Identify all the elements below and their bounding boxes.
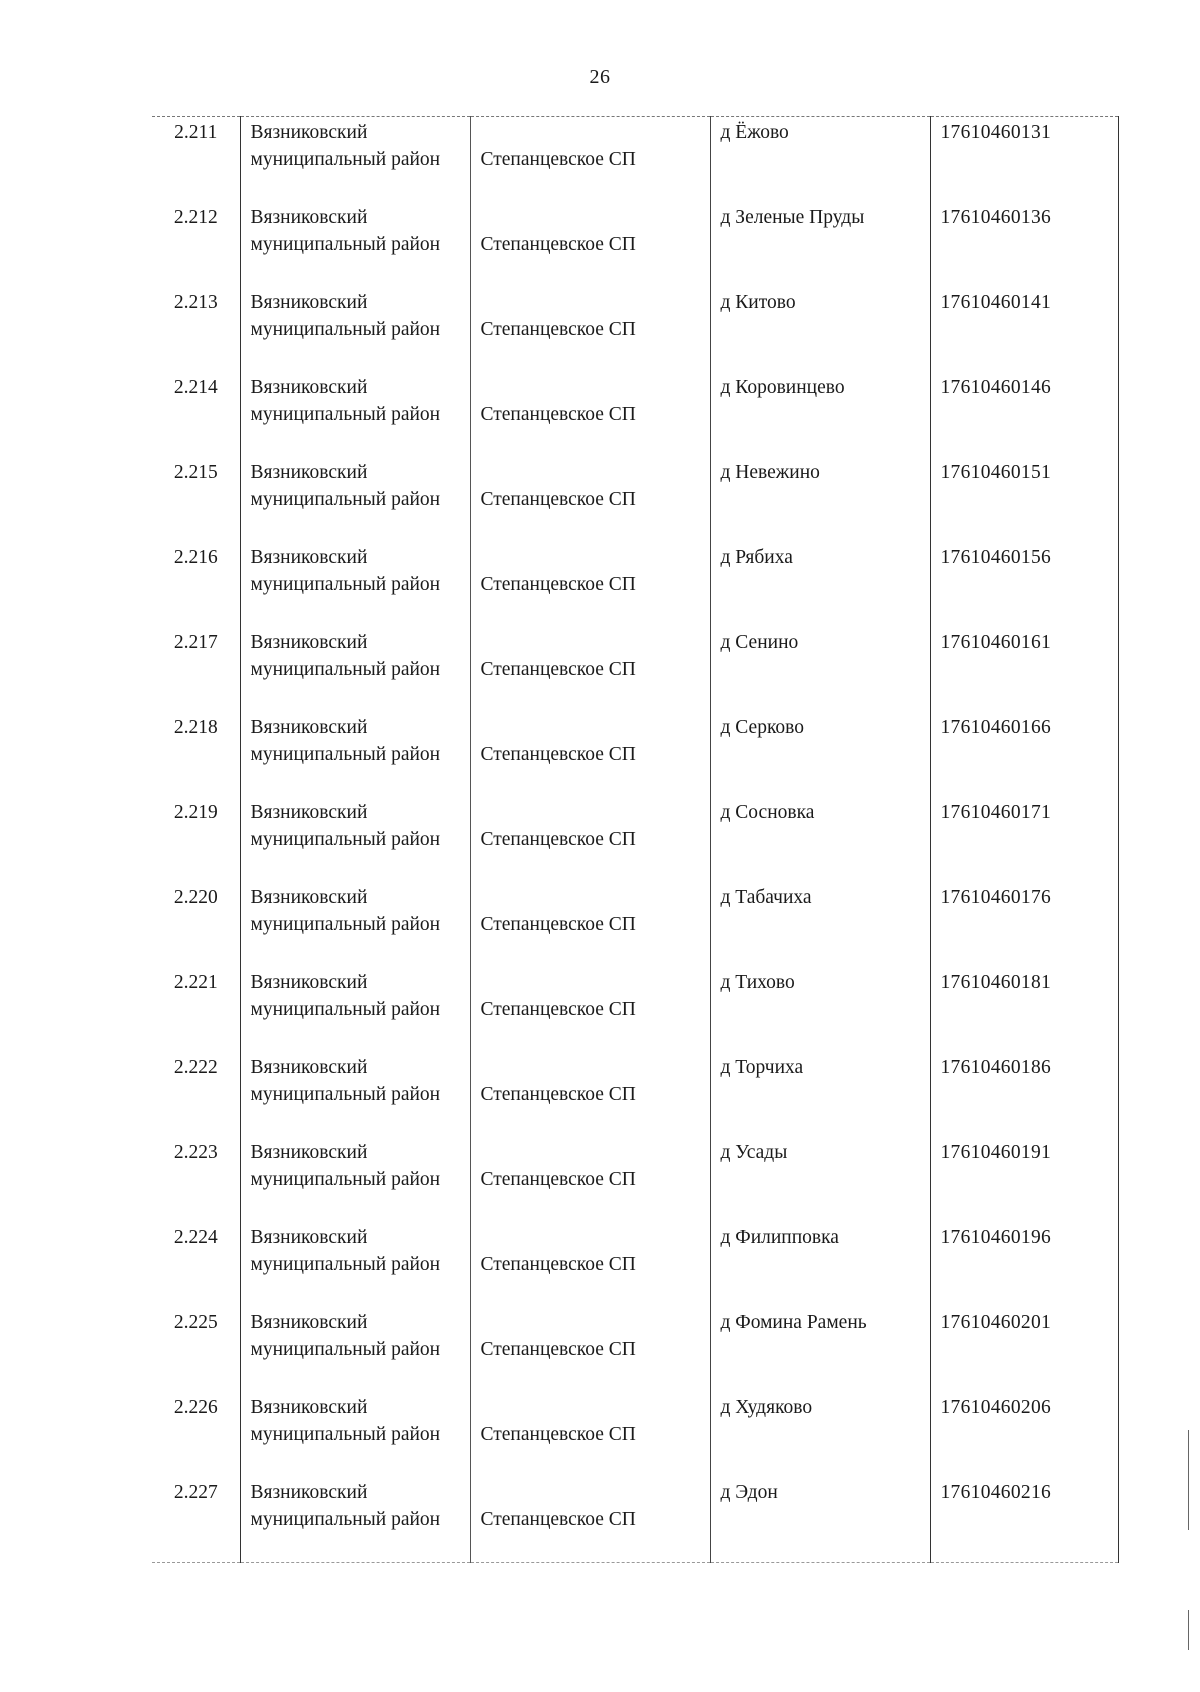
- district-cell: Вязниковский муниципальный район: [240, 457, 470, 542]
- district-cell: Вязниковский муниципальный район: [240, 202, 470, 287]
- oktmo-code-cell: 17610460146: [930, 372, 1118, 457]
- locality-cell: д Филипповка: [710, 1222, 930, 1307]
- settlement-cell: Степанцевское СП: [470, 1052, 710, 1137]
- settlement-cell: Степанцевское СП: [470, 1137, 710, 1222]
- row-number: 2.221: [173, 972, 218, 993]
- locality-cell: д Торчиха: [710, 1052, 930, 1137]
- locality-cell: д Сенино: [710, 627, 930, 712]
- locality-cell: д Усады: [710, 1137, 930, 1222]
- settlement-cell: Степанцевское СП: [470, 1392, 710, 1477]
- locality-cell: д Табачиха: [710, 882, 930, 967]
- scan-edge-mark: [1188, 1610, 1189, 1650]
- settlements-table-container: [152, 116, 1118, 1563]
- row-number: 2.220: [173, 887, 218, 908]
- row-number: 2.227: [152, 1477, 240, 1563]
- page-number: 26: [589, 66, 611, 88]
- oktmo-code-cell: 17610460186: [930, 1052, 1118, 1137]
- row-number: 2.214: [173, 377, 218, 398]
- table-row: [152, 202, 1118, 287]
- locality-cell: д Зеленые Пруды: [710, 202, 930, 287]
- oktmo-code-cell: 17610460141: [930, 287, 1118, 372]
- row-number: 2.212: [173, 207, 218, 228]
- scan-edge-mark: [1188, 1430, 1189, 1530]
- settlement-cell: Степанцевское СП: [470, 967, 710, 1052]
- settlement-cell: Степанцевское СП: [470, 117, 710, 203]
- table-body: [152, 117, 1118, 1563]
- locality-cell: д Фомина Рамень: [710, 1307, 930, 1392]
- district-cell: Вязниковский муниципальный район: [240, 712, 470, 797]
- district-cell: Вязниковский муниципальный район: [240, 117, 470, 203]
- settlement-cell: Степанцевское СП: [470, 202, 710, 287]
- locality-cell: д Серково: [710, 712, 930, 797]
- settlement-cell: Степанцевское СП: [470, 1477, 710, 1563]
- settlement-cell: Степанцевское СП: [470, 627, 710, 712]
- table-row: [152, 712, 1118, 797]
- oktmo-code-cell: 17610460156: [930, 542, 1118, 627]
- table-row: [152, 117, 1118, 203]
- district-cell: Вязниковский муниципальный район: [240, 797, 470, 882]
- table-row: [152, 1392, 1118, 1477]
- oktmo-code-cell: 17610460181: [930, 967, 1118, 1052]
- settlement-cell: Степанцевское СП: [470, 1307, 710, 1392]
- oktmo-code-cell: 17610460196: [930, 1222, 1118, 1307]
- row-number: 2.216: [173, 547, 218, 568]
- district-cell: Вязниковский муниципальный район: [240, 287, 470, 372]
- district-cell: Вязниковский муниципальный район: [240, 372, 470, 457]
- table-row: [152, 1222, 1118, 1307]
- locality-cell: д Эдон: [710, 1477, 930, 1563]
- row-number: 2.213: [173, 292, 218, 313]
- table-row: [152, 627, 1118, 712]
- table-row: [152, 1137, 1118, 1222]
- row-number: 2.224: [173, 1227, 218, 1248]
- row-number: 2.211: [152, 117, 240, 203]
- district-cell: Вязниковский муниципальный район: [240, 1222, 470, 1307]
- oktmo-code-cell: 17610460191: [930, 1137, 1118, 1222]
- row-number: 2.222: [173, 1057, 218, 1078]
- table-row: [152, 1477, 1118, 1563]
- table-row: [152, 1307, 1118, 1392]
- settlement-cell: Степанцевское СП: [470, 797, 710, 882]
- row-number: 2.223: [173, 1142, 218, 1163]
- locality-cell: д Невежино: [710, 457, 930, 542]
- table-row: [152, 797, 1118, 882]
- oktmo-code-cell: 17610460201: [930, 1307, 1118, 1392]
- district-cell: Вязниковский муниципальный район: [240, 542, 470, 627]
- oktmo-code-cell: 17610460161: [930, 627, 1118, 712]
- settlement-cell: Степанцевское СП: [470, 542, 710, 627]
- locality-cell: д Коровинцево: [710, 372, 930, 457]
- oktmo-code-cell: 17610460136: [930, 202, 1118, 287]
- row-number: 2.217: [173, 632, 218, 653]
- table-row: [152, 457, 1118, 542]
- district-cell: Вязниковский муниципальный район: [240, 1477, 470, 1563]
- row-number: 2.218: [173, 717, 218, 738]
- oktmo-code-cell: 17610460166: [930, 712, 1118, 797]
- locality-cell: д Ёжово: [710, 117, 930, 203]
- oktmo-code-cell: 17610460151: [930, 457, 1118, 542]
- oktmo-code-cell: 17610460171: [930, 797, 1118, 882]
- district-cell: Вязниковский муниципальный район: [240, 1392, 470, 1477]
- district-cell: Вязниковский муниципальный район: [240, 1307, 470, 1392]
- settlement-cell: Степанцевское СП: [470, 1222, 710, 1307]
- district-cell: Вязниковский муниципальный район: [240, 882, 470, 967]
- table-row: [152, 967, 1118, 1052]
- oktmo-code-cell: 17610460131: [930, 117, 1118, 203]
- row-number: 2.219: [173, 802, 218, 823]
- district-cell: Вязниковский муниципальный район: [240, 1137, 470, 1222]
- settlement-cell: Степанцевское СП: [470, 712, 710, 797]
- locality-cell: д Худяково: [710, 1392, 930, 1477]
- table-row: [152, 542, 1118, 627]
- table-row: [152, 1052, 1118, 1137]
- locality-cell: д Сосновка: [710, 797, 930, 882]
- table-row: [152, 372, 1118, 457]
- district-cell: Вязниковский муниципальный район: [240, 1052, 470, 1137]
- settlements-table: [152, 116, 1119, 1563]
- district-cell: Вязниковский муниципальный район: [240, 967, 470, 1052]
- oktmo-code-cell: 17610460176: [930, 882, 1118, 967]
- locality-cell: д Тихово: [710, 967, 930, 1052]
- settlement-cell: Степанцевское СП: [470, 287, 710, 372]
- settlement-cell: Степанцевское СП: [470, 882, 710, 967]
- district-cell: Вязниковский муниципальный район: [240, 627, 470, 712]
- row-number: 2.226: [173, 1397, 218, 1418]
- settlement-cell: Степанцевское СП: [470, 372, 710, 457]
- oktmo-code-cell: 17610460216: [930, 1477, 1118, 1563]
- locality-cell: д Рябиха: [710, 542, 930, 627]
- locality-cell: д Китово: [710, 287, 930, 372]
- settlement-cell: Степанцевское СП: [470, 457, 710, 542]
- oktmo-code-cell: 17610460206: [930, 1392, 1118, 1477]
- row-number: 2.215: [173, 462, 218, 483]
- table-row: [152, 882, 1118, 967]
- table-row: [152, 287, 1118, 372]
- row-number: 2.225: [173, 1312, 218, 1333]
